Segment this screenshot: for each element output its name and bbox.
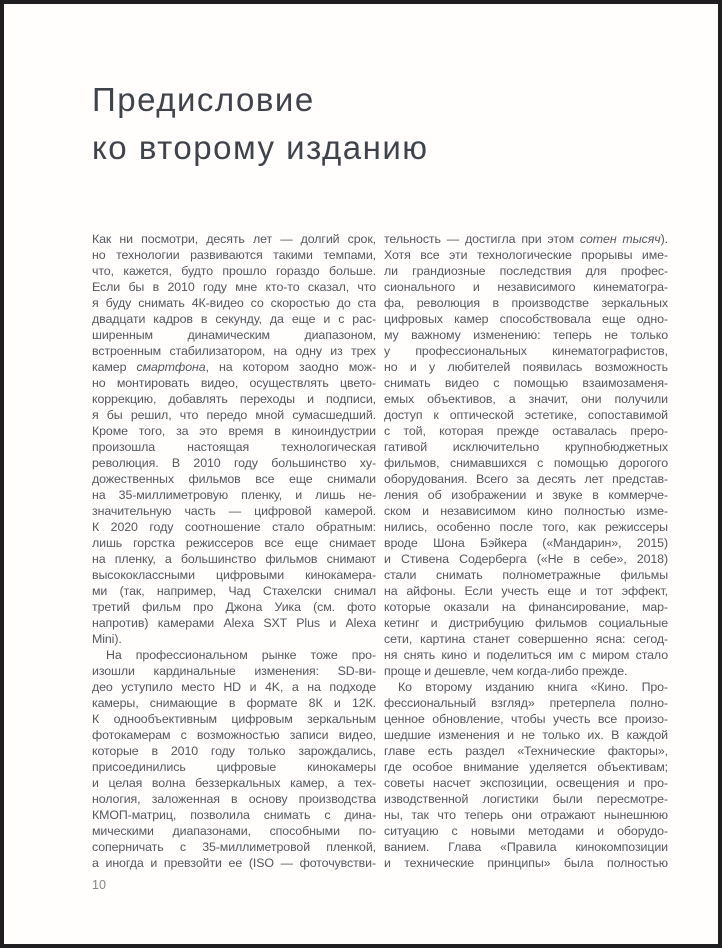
text-line: изошли кардинальные изменения: SD-ви-: [92, 664, 376, 678]
text-line: соперничать с 35-миллиметровой пленкой,: [92, 840, 376, 854]
text-line: На профессиональном рынке тоже про-: [106, 648, 376, 662]
text-line: ли грандиозные последствия для профес-: [384, 264, 668, 278]
text-line: цифровых камер способствовала еще одно-: [384, 312, 668, 326]
text-line: фессиональный взгляд» претерпела полно-: [384, 696, 668, 710]
text-line: я буду снимать 4К-видео со скоростью до ста: [92, 296, 376, 310]
text-line: которые в 2010 году только зарождались,: [92, 744, 376, 758]
text-line: снимать видео с помощью взаимозаменя-: [384, 376, 668, 390]
text-line: коррекцию, добавлять переходы и подписи,: [92, 392, 376, 406]
text-line: высококлассными цифровыми кинокамера-: [92, 568, 376, 582]
text-line: произошла настоящая технологическая: [92, 440, 376, 454]
text-line: я бы решил, что передо мной сумасшедший.: [92, 408, 376, 422]
text-line: Как ни посмотри, десять лет — долгий срок,: [92, 232, 376, 246]
text-line: ня снять кино и поделиться им с миром стало: [384, 648, 668, 662]
text-line: Если бы в 2010 году мне кто-то сказал, что: [92, 280, 376, 294]
text-line: на айфоны. Если учесть еще и тот эффект,: [384, 584, 668, 598]
text-line: революция. В 2010 году большинство ху-: [92, 456, 376, 470]
text-line: Хотя все эти технологические прорывы име-: [384, 248, 668, 262]
text-line: с той, которая прежде оставалась преро-: [384, 424, 668, 438]
text-line: проще и дешевле, чем когда-либо прежде.: [384, 664, 628, 678]
text-line: вроде Шона Бэйкера («Мандарин», 2015): [384, 536, 668, 550]
text-line: встроенным стабилизатором, на одну из трех: [92, 344, 376, 358]
text-line: но технологии развиваются такими темпами,: [92, 248, 376, 262]
text-line: мическими диапазонами, способными по-: [92, 824, 376, 838]
text-line: гативой исключительно крупнобюджетных: [384, 440, 668, 454]
text-line: Ко второму изданию книга «Кино. Про-: [398, 680, 668, 694]
text-line: К 2020 году соотношение стало обратным:: [92, 520, 376, 534]
text-line: ширенным динамическим диапазоном,: [92, 328, 376, 342]
text-line: шедшие изменения и не только их. В каждой: [384, 728, 668, 742]
text-line: ления об изображении и звуке в коммерче-: [384, 488, 668, 502]
text-line: напротив) камерами Alexa SXT Plus и Alexa: [92, 616, 376, 630]
text-line: део уступило место HD и 4K, а на подходе: [92, 680, 376, 694]
text-line: нились, особенно после того, как режиссеры: [384, 520, 668, 534]
text-line: и целая волна беззеркальных камер, а тех-: [92, 776, 376, 790]
text-line: но и у любителей появилась возможность: [384, 360, 668, 374]
text-line: у профессиональных кинематографистов,: [384, 344, 668, 358]
text-line: ском и независимом кино полностью изме-: [384, 504, 668, 518]
text-line: ванием. Глава «Правила кинокомпозиции: [384, 840, 668, 854]
text-column-right: [384, 231, 668, 871]
text-line: на 35-миллиметровую пленку, и лишь не-: [92, 488, 376, 502]
text-line: изводственной логистики были пересмотре-: [384, 792, 668, 806]
text-line: которые оказали на финансирование, мар-: [384, 600, 668, 614]
text-line: ситуацию с новыми методами и оборудо-: [384, 824, 668, 838]
page-number: 10: [92, 878, 106, 892]
text-line: значительную часть — цифровой камерой.: [92, 504, 376, 518]
text-line: камер смартфона, на котором заодно мож-: [92, 360, 376, 374]
text-line: лишь горстка режиссеров все еще снимает: [92, 536, 376, 550]
text-line: ценное обновление, чтобы учесть все произо-: [384, 712, 668, 726]
text-line: советы насчет экспозиции, освещения и про-: [384, 776, 668, 790]
text-line: сионального и независимого кинематогра-: [384, 280, 668, 294]
text-line: фильмов, снимавшихся с помощью дорогого: [384, 456, 668, 470]
text-line: на пленку, а большинство фильмов снимают: [92, 552, 376, 566]
text-line: нология, заложенная в основу производства: [92, 792, 376, 806]
page-title-line-2: ко второму изданию: [92, 129, 429, 166]
text-line: оборудования. Всего за десять лет представ-: [384, 472, 668, 486]
text-line: стали снимать полнометражные фильмы: [384, 568, 668, 582]
text-line: и Стивена Содерберга («Не в себе», 2018): [384, 552, 668, 566]
text-line: К однообъективным цифровым зеркальным: [92, 712, 376, 726]
text-line: третий фильм про Джона Уика (см. фото: [92, 600, 376, 614]
text-line: кетинг и дистрибуцию фильмов социальные: [384, 616, 668, 630]
text-line: фа, революция в производстве зеркальных: [384, 296, 668, 310]
page-title-line-1: Предисловие: [92, 81, 315, 118]
text-line: и технические принципы» была полностью: [384, 856, 668, 870]
text-column-left: [92, 231, 376, 871]
text-line: двадцати кадров в секунду, да еще и с рас-: [92, 312, 376, 326]
text-line: Кроме того, за это время в киноиндустрии: [92, 424, 376, 438]
text-line: что, кажется, будто прошло гораздо больше.: [92, 264, 376, 278]
text-line: ны, так что теперь они отражают нынешнюю: [384, 808, 668, 822]
page-title: [92, 76, 429, 172]
body-text: [92, 231, 668, 871]
text-line: му важному изменению: теперь не только: [384, 328, 668, 342]
text-line: емых объективов, а значит, они получили: [384, 392, 668, 406]
text-line: Mini).: [92, 632, 122, 646]
text-line: а иногда и превзойти ее (ISO — фоточувстви-: [92, 856, 376, 870]
text-line: камеры, снимающие в формате 8К и 12К.: [92, 696, 376, 710]
text-line: дожественных фильмов все еще снимали: [92, 472, 376, 486]
text-line: ми (так, например, Чад Стахелски снимал: [92, 584, 376, 598]
text-line: доступ к оптической эстетике, сопоставимой: [384, 408, 668, 422]
text-line: КМОП-матриц, позволила снимать с дина-: [92, 808, 376, 822]
text-line: присоединились цифровые кинокамеры: [92, 760, 376, 774]
text-line: главе есть раздел «Технические факторы»,: [384, 744, 668, 758]
text-line: фотокамерам с возможностью записи видео,: [92, 728, 376, 742]
text-line: тельность — достигла при этом сотен тысяч).: [384, 232, 668, 246]
text-line: сети, картина станет совершенно ясна: сегод-: [384, 632, 668, 646]
text-line: где особое внимание уделяется объективам;: [384, 760, 668, 774]
text-line: но монтировать видео, осуществлять цвето-: [92, 376, 376, 390]
